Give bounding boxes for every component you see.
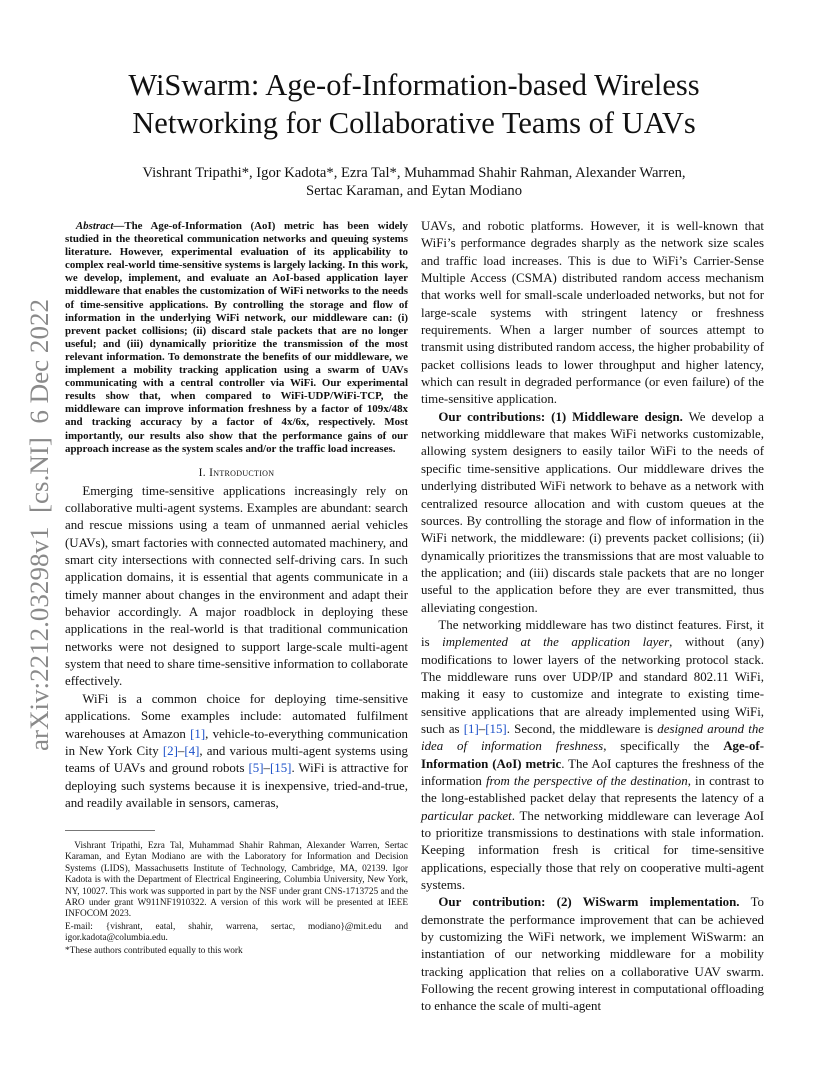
text-run: . Second, the middleware is — [506, 721, 658, 736]
emphasis: particular packet — [421, 808, 512, 823]
text-run: – — [263, 761, 270, 776]
contribution-1-heading: Our contributions: (1) Middleware design. — [438, 409, 683, 424]
abstract-label: Abstract — [75, 220, 114, 232]
bold-term: Age-of-Information (AoI) metric — [421, 739, 764, 771]
text-run: We develop a networking middleware that makes WiFi networks customizable, allowing system designers to easily tailor WiFi to the needs of specific time-sensitive applications. Our middleware drives the underlying distributed WiFi network to behave as a network with centralized resource allocation and with custom queues at the sources. By controlling the storage and flow of information in the WiFi network, the middleware: (i) prevents packet collisions; (ii) dynamically prioritizes the transmissions that are most valuable to the application; and (iii) discards stale packets that are no longer useful to the application before they are ever transmitted, thus alleviating congestion. — [421, 409, 764, 615]
abstract — [65, 220, 408, 456]
text-run: . The AoI captures the freshness of the information — [421, 756, 764, 788]
text-run: The networking middleware has two distinct features. First, it is — [421, 617, 764, 650]
text-run: , specifically the — [603, 739, 724, 754]
middleware-features-paragraph — [421, 617, 764, 895]
citation-link[interactable]: [2] — [162, 743, 178, 758]
footnote-equal-contribution: *These authors contributed equally to this work — [65, 945, 243, 956]
text-run: , and various multi-agent systems using teams of UAVs and ground robots — [65, 743, 408, 776]
footnote-affiliation: Vishrant Tripathi, Ezra Tal, Muhammad Shahir Rahman, Alexander Warren, Sertac Karaman, and Eytan Modiano are with the Laboratory for Information and Decision Systems (LIDS), Massachusetts Institute of Technology, Cambridge, MA, 02139. Igor Kadota is with the Department of Electrical Engineering, Columbia University, New York, NY, 10027. This work was supported in part by the NSF under grant CNS-1713725 and the ARO under grant W911NF1910322. A version of this work will be presented at IEEE INFOCOM 2023. — [65, 841, 408, 920]
text-run: – — [478, 721, 486, 736]
text-run: . WiFi is attractive for deploying such systems because it is inexpensive, tried-and-true, and readily available in sensors, cameras, — [65, 761, 408, 810]
arxiv-stamp — [8, 295, 62, 755]
citation-link[interactable]: [15] — [485, 721, 507, 736]
citation-link[interactable]: [1] — [463, 721, 479, 736]
authors-line-2: Sertac Karaman, and Eytan Modiano — [306, 183, 522, 199]
intro-paragraph-1: Emerging time-sensitive applications increasingly rely on collaborative multi-agent systems. Examples are abundant: search and rescue missions using a team of unmanned aerial vehicles (UAVs), smart factories with connected automated machinery, and smart city intersections with connected self-driving cars. In such application domains, it is essential that agents communicate in a timely manner about changes in the environment and adapt their behavior accordingly. A major roadblock in deploying these applications in the real-world is that traditional communication networks were not designed to support large-scale multi-agent system that need to share time-sensitive information to collaborate effectively. — [65, 483, 408, 689]
section-heading-introduction: I. Introduction — [198, 466, 275, 479]
citation-link[interactable]: [4] — [184, 743, 200, 758]
citation-link[interactable]: [1] — [190, 726, 206, 741]
intro-paragraph-2 — [65, 691, 408, 812]
text-run: . The networking middleware can leverage AoI to prioritize transmissions to destinations with stale information. Keeping information fresh is critical for time-sensitive applications, especially those that rely on cooperative multi-agent systems. — [421, 808, 764, 893]
contribution-2-paragraph — [421, 894, 764, 1015]
emphasis: designed around the idea of information freshness — [421, 721, 765, 754]
contribution-1-paragraph — [421, 409, 764, 617]
text-run: WiFi is a common choice for deploying time-sensitive applications. Some examples include: automated fulfilment warehouses at Amazon — [65, 691, 408, 741]
right-paragraph-1: UAVs, and robotic platforms. However, it is well-known that WiFi’s performance degrades sharply as the network size scales and traffic load increases. This is due to WiFi’s Carrier-Sense Multiple Access (CSMA) distributed random access mechanism that works well for small-scale underloaded networks, but not for large-scale systems with stringent latency or freshness requirements. When a larger number of sources attempt to transmit using distributed random access, the higher probability of packet collisions leads to lower throughput and higher latency, which can result in degraded performance (or even failure) of the time-sensitive application. — [421, 219, 764, 407]
emphasis: implemented at the application layer — [442, 635, 670, 650]
authors-line-1: Vishrant Tripathi*, Igor Kadota*, Ezra Tal*, Muhammad Shahir Rahman, Alexander Warren, — [142, 165, 686, 181]
footnote-email: E-mail: {vishrant, eatal, shahir, warrena, sertac, modiano}@mit.edu and igor.kadota@columbia.edu. — [65, 921, 408, 944]
emphasis: from the perspective of the destination — [485, 774, 688, 788]
left-column — [65, 220, 408, 812]
citation-link[interactable]: [5] — [248, 761, 264, 776]
text-run: , vehicle-to-everything communication in New York City — [65, 726, 408, 758]
text-run: – — [177, 743, 185, 758]
abstract-text: —The Age-of-Information (AoI) metric has been widely studied in the theoretical communication networks and queuing systems literature. However, experimental evaluation of its applicability to complex real-world time-sensitive systems is largely lacking. In this work, we develop, implement, and evaluate an AoI-based application layer middleware that enables the customization of WiFi networks to the needs of time-sensitive applications. By controlling the storage and flow of information in the underlying WiFi network, our middleware can: (i) prevent packet collisions; (ii) discard stale packets that are no longer useful; and (iii) dynamically prioritize the transmission of the most relevant information. To demonstrate the benefits of our middleware, we implement a mobility tracking application using a swarm of UAVs communicating with a central controller via WiFi. Our experimental results show that, when compared to WiFi-UDP/WiFi-TCP, the middleware can improve information freshness by a factor of 109x/48x and tracking accuracy by a factor of 4x/6x, respectively. Most importantly, our results also show that the performance gains of our approach increase as the system scales and/or the traffic load increases. — [65, 220, 408, 455]
citation-link[interactable]: [15] — [269, 761, 292, 776]
title-line-2: Networking for Collaborative Teams of UAVs — [132, 106, 696, 140]
arxiv-stamp-text: arXiv:2212.03298v1 [cs.NI] 6 Dec 2022 — [25, 316, 54, 751]
footnote-divider — [65, 830, 155, 831]
text-run: To demonstrate the performance improvement that can be achieved by customizing the WiFi network, we implement WiSwarm: an instantiation of our networking middleware for a mobility tracking application that relies on a collaborative UAV swarm. Following the recent growing interest in computational offloading to enhance the scale of multi-agent — [421, 895, 764, 1014]
contribution-2-heading: Our contribution: (2) WiSwarm implementation. — [438, 895, 740, 910]
text-run: , without (any) modifications to lower layers of the networking protocol stack. The middleware runs over UDP/IP and standard 802.11 WiFi, making it easy to customize and integrate to existing time-sensitive applications that are already implemented using WiFi, such as — [421, 635, 765, 736]
author-list — [100, 164, 728, 200]
footnotes — [65, 841, 408, 958]
title-line-1: WiSwarm: Age-of-Information-based Wireless — [128, 68, 700, 102]
right-column — [421, 218, 764, 1016]
paper-title — [60, 66, 768, 142]
text-run: , in contrast to the long-established packet delay that represents the latency of a — [421, 774, 764, 806]
